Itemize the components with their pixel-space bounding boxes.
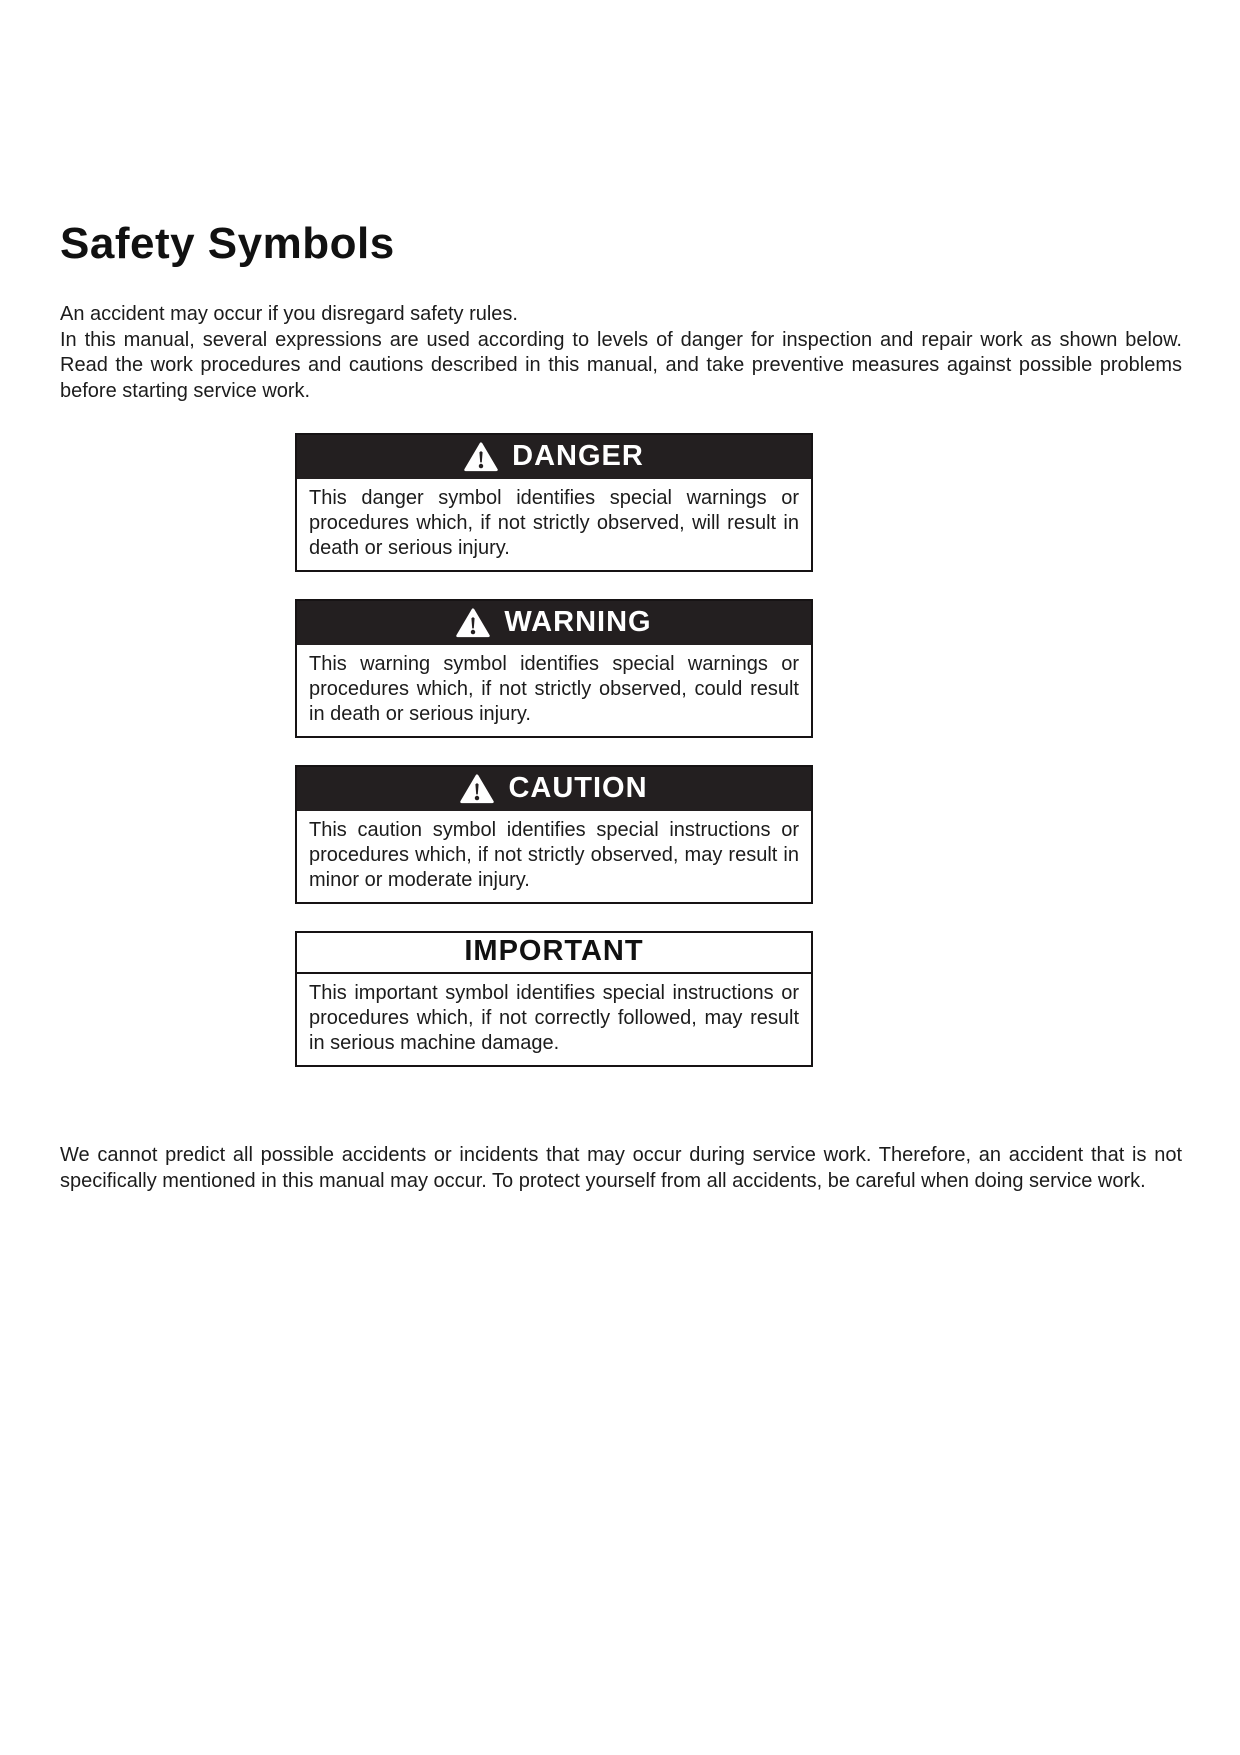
warning-triangle-icon: [456, 608, 490, 638]
important-box-text: This important symbol identifies special instructions or procedures which, if not correctly followed, may result in serious machine damage.: [309, 982, 799, 1054]
danger-box-text: This danger symbol identifies special warnings or procedures which, if not strictly observed, will result in death or serious injury.: [309, 487, 799, 559]
caution-box-text: This caution symbol identifies special instructions or procedures which, if not strictly observed, may result in minor or moderate injury.: [309, 819, 799, 891]
intro-section: [60, 302, 1182, 404]
warning-box: [295, 599, 813, 738]
warning-box-header: [297, 601, 811, 645]
alert-boxes: [295, 433, 813, 1067]
warning-box-title: WARNING: [504, 605, 652, 638]
danger-box-header: [297, 435, 811, 479]
warning-triangle-icon: [460, 774, 494, 804]
intro-line: An accident may occur if you disregard safety rules.: [60, 303, 518, 325]
closing-paragraph: We cannot predict all possible accidents or incidents that may occur during service work. Therefore, an accident that is not specifically mentioned in this manual may occur. To protect yourself from all accidents, be careful when doing service work.: [60, 1144, 1182, 1192]
caution-box: [295, 765, 813, 904]
important-box-title: IMPORTANT: [464, 935, 644, 967]
caution-box-header: [297, 767, 811, 811]
important-box-header: [297, 933, 811, 974]
caution-box-title: CAUTION: [508, 771, 648, 804]
page-title: Safety Symbols: [60, 219, 395, 268]
danger-box: [295, 433, 813, 572]
warning-triangle-icon: [464, 442, 498, 472]
danger-box-title: DANGER: [512, 439, 644, 472]
important-box: [295, 931, 813, 1067]
intro-paragraph: In this manual, several expressions are used according to levels of danger for inspection and repair work as shown below. Read the work procedures and cautions described in this manual, and take preventive measures against possible problems before starting service work.: [60, 328, 1182, 402]
warning-box-text: This warning symbol identifies special warnings or procedures which, if not strictly observed, could result in death or serious injury.: [309, 653, 799, 725]
